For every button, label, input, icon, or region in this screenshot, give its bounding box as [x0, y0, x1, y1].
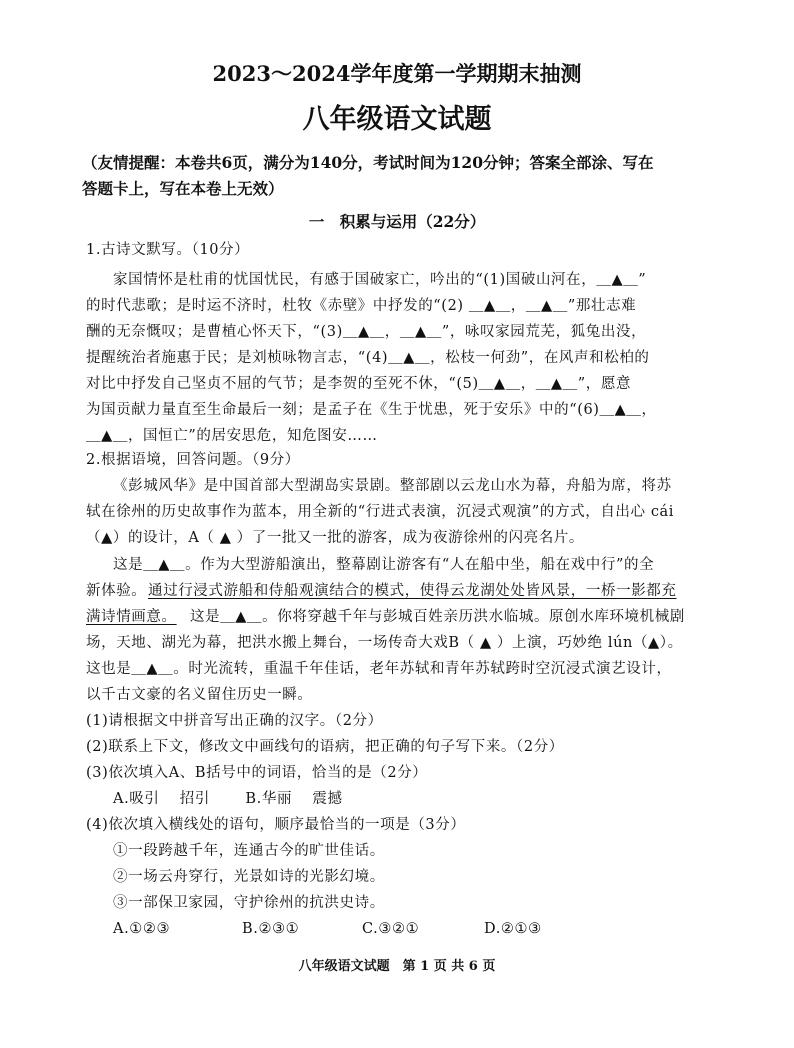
q2-passage-line: 轼在徐州的历史故事作为蓝本，用全新的“行进式表演，沉浸式观演”的方式，自出心 cái: [86, 504, 675, 520]
exam-subtitle: 八年级语文试题: [302, 104, 492, 135]
section-title: 一 积累与运用（22分）: [308, 212, 486, 231]
choice-a: A.①②③: [113, 921, 171, 937]
q2-passage-line: 这是＿▲＿。你将穿越千年与彭城百姓亲历洪水临城。原创水库环境机械剧: [190, 609, 685, 625]
q1-line: 为国贡献力量直至生命最后一刻；是孟子在《生于忧患，死于安乐》中的“(6)＿▲＿，: [86, 402, 657, 418]
q2-passage-line: 《彭城风华》是中国首部大型湖岛实景剧。整部剧以云龙山水为幕，舟船为席，将苏: [113, 478, 672, 494]
q2-passage-line: 场，天地、湖光为幕，把洪水搬上舞台，一场传奇大戏B（ ▲ ）上演，巧妙绝 lún（▲）。: [86, 635, 683, 651]
underlined-sentence: 通过行浸式游船和侍船观演结合的模式，使得云龙湖处处皆风景，一桥一影都充: [148, 583, 677, 599]
sub-question-3-options: A.吸引 招引 B.华丽 震撼: [113, 791, 343, 807]
q2-passage-line: 这是＿▲＿。作为大型游船演出，整幕剧让游客有“人在船中坐，船在戏中行”的全: [113, 557, 655, 573]
exam-title: 2023～2024学年度第一学期期末抽测: [212, 61, 582, 86]
page-footer: 八年级语文试题 第 1 页 共 6 页: [298, 959, 496, 974]
choice-c: C.③②①: [362, 921, 420, 937]
tip-line-2: 答题卡上，写在本卷上无效）: [82, 179, 284, 198]
sub-question-1: (1)请根据文中拼音写出正确的汉字。（2分）: [86, 713, 383, 729]
sentence-option: ③一部保卫家园，守护徐州的抗洪史诗。: [113, 895, 385, 911]
question-2-title: 2.根据语境，回答问题。（9分）: [86, 452, 300, 468]
q1-line: 对比中抒发自己坚贞不屈的气节；是李贺的至死不休，“(5)＿▲＿，＿▲＿”，愿意: [86, 376, 632, 392]
q2-passage-line: 以千古文豪的名义留住历史一瞬。: [86, 687, 313, 703]
q1-line: 提醒统治者施惠于民；是刘桢咏物言志，“(4)＿▲＿，松枝一何劲”，在风声和松柏的: [86, 350, 650, 366]
sub-question-3: (3)依次填入A、B括号中的词语，恰当的是（2分）: [86, 765, 428, 781]
q2-passage-line: 这也是＿▲＿。时光流转，重温千年佳话，老年苏轼和青年苏轼跨时空沉浸式演艺设计，: [86, 661, 672, 677]
underlined-sentence-end: 满诗情画意。: [86, 609, 177, 625]
question-1-title: 1.古诗文默写。（10分）: [86, 242, 250, 258]
q2-passage-line: 新体验。: [86, 583, 147, 599]
choice-b: B.②③①: [242, 921, 300, 937]
q1-line: ＿▲＿，国恒亡”的居安思危，知危图安……: [86, 428, 378, 444]
q1-line: 酬的无奈慨叹；是曹植心怀天下，“(3)＿▲＿，＿▲＿”，咏叹家园荒芜，狐兔出没，: [86, 324, 647, 340]
q2-passage-line: （▲）的设计，A（ ▲ ）了一批又一批的游客，成为夜游徐州的闪亮名片。: [86, 530, 584, 546]
q1-line: 家国情怀是杜甫的忧国忧民，有感于国破家亡，吟出的“(1)国破山河在，＿▲＿”: [113, 272, 647, 288]
sub-question-2: (2)联系上下文，修改文中画线句的语病，把正确的句子写下来。（2分）: [86, 739, 564, 755]
q1-line: 的时代悲歌；是时运不济时，杜牧《赤壁》中抒发的“(2) ＿▲＿，＿▲＿”那壮志难: [86, 298, 637, 314]
sentence-option: ②一场云舟穿行，光景如诗的光影幻境。: [113, 869, 385, 885]
choice-d: D.②①③: [484, 921, 542, 937]
tip-line-1: （友情提醒：本卷共6页，满分为140分，考试时间为120分钟；答案全部涂、写在: [82, 153, 654, 172]
sub-question-4: (4)依次填入横线处的语句，顺序最恰当的一项是（3分）: [86, 817, 466, 833]
sentence-option: ①一段跨越千年，连通古今的旷世佳话。: [113, 843, 385, 859]
